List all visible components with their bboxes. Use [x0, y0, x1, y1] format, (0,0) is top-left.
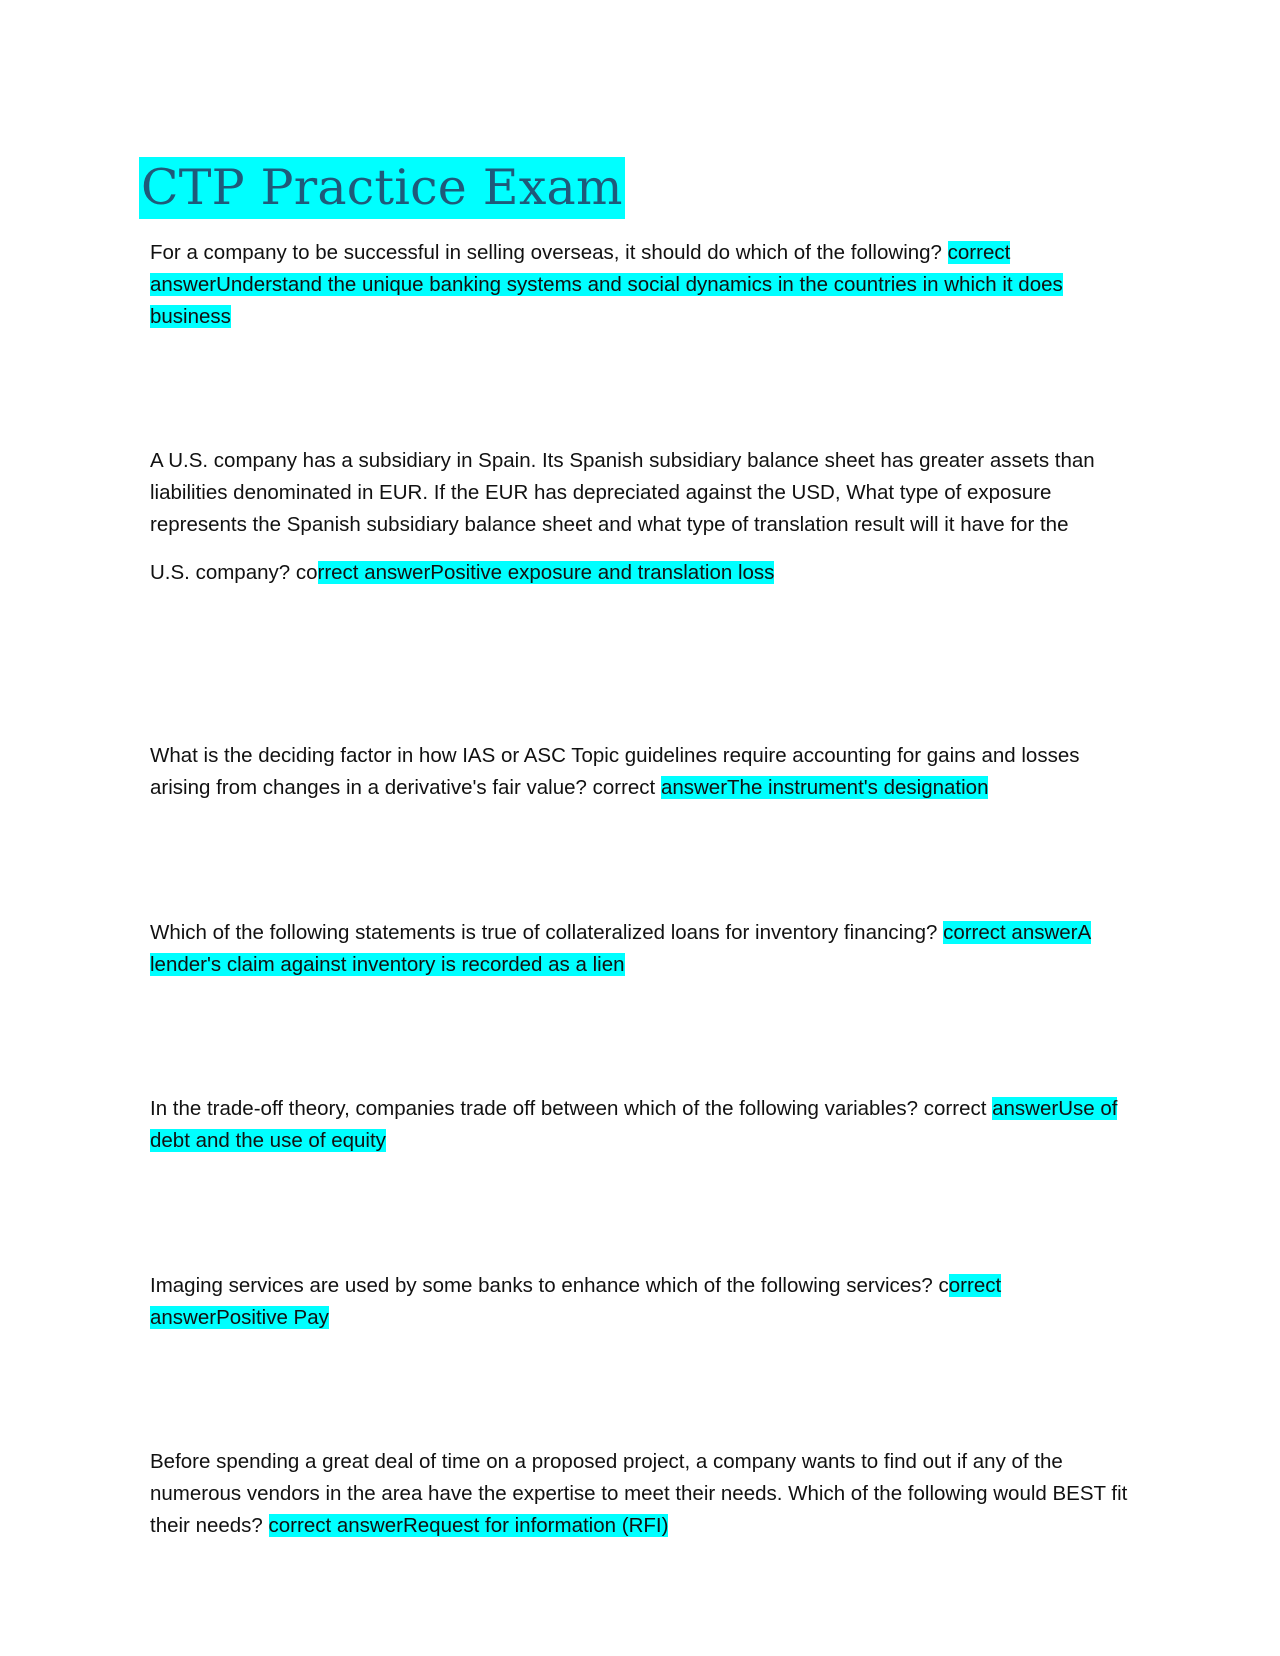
- question-3: [150, 740, 1140, 804]
- question-text: Imaging services are used by some banks to enhance which of the following services? c: [150, 1274, 949, 1297]
- correct-answer: answerThe instrument's designation: [660, 776, 989, 799]
- correct-answer: correct answerRequest for information (RFI): [268, 1514, 669, 1537]
- correct-answer: correct answerUnderstand the unique banking systems and social dynamics in the countries in which it does business: [150, 241, 1063, 328]
- question-1: [150, 237, 1140, 333]
- question-text: A U.S. company has a subsidiary in Spain. Its Spanish subsidiary balance sheet has greater assets than liabilities denominated in EUR. If the EUR has depreciated against the USD, What type of exposure represents the Spanish subsidiary balance sheet and what type of translation result will it have for the: [150, 449, 1095, 536]
- question-6: [150, 1270, 1140, 1334]
- correct-answer: correct answerA lender's claim against inventory is recorded as a lien: [150, 921, 1092, 976]
- correct-answer: answerUse of debt and the use of equity: [150, 1097, 1118, 1152]
- question-text-continued: U.S. company? co: [150, 561, 318, 584]
- question-text: In the trade-off theory, companies trade off between which of the following variables? correct: [150, 1097, 993, 1120]
- correct-answer: rrect answerPositive exposure and translation loss: [317, 561, 775, 584]
- question-7: [150, 1446, 1140, 1542]
- question-2: [150, 445, 1140, 589]
- question-4: [150, 917, 1140, 981]
- question-text: Before spending a great deal of time on a proposed project, a company wants to find out if any of the numerous vendors in the area have the expertise to meet their needs. Which of the following would BEST fit their needs?: [150, 1450, 1128, 1537]
- question-text: For a company to be successful in selling overseas, it should do which of the following?: [150, 241, 948, 264]
- question-5: [150, 1093, 1140, 1157]
- question-text: Which of the following statements is true of collateralized loans for inventory financing?: [150, 921, 944, 944]
- question-text: What is the deciding factor in how IAS or ASC Topic guidelines require accounting for gains and losses arising from changes in a derivative's fair value? correct: [150, 744, 1080, 799]
- page-title: CTP Practice Exam: [139, 157, 625, 219]
- correct-answer: orrect answerPositive Pay: [150, 1274, 1002, 1329]
